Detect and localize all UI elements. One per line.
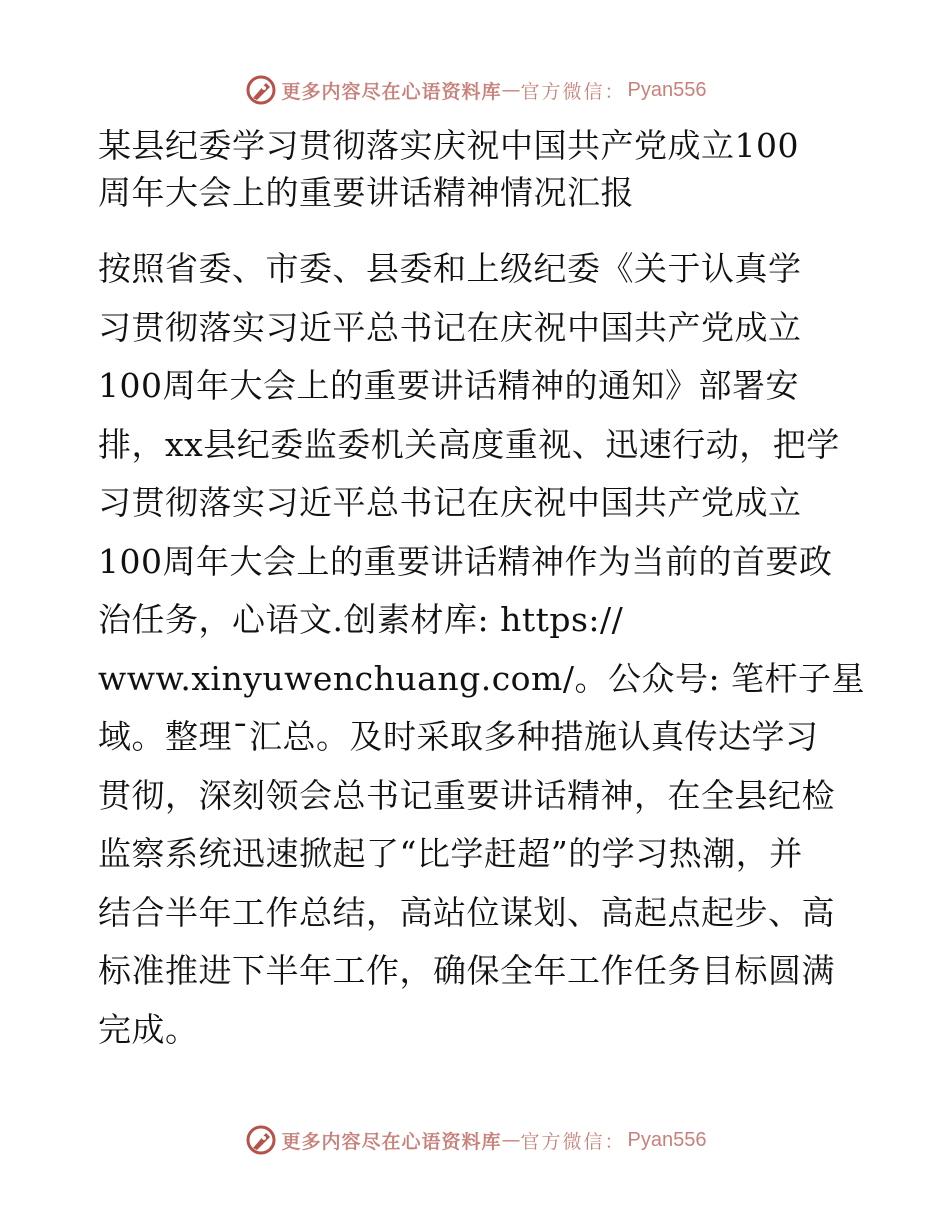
title-line: 某县纪委学习贯彻落实庆祝中国共产党成立100 — [98, 126, 799, 165]
body-line: 域。整理¯汇总。及时采取多种措施认真传达学习 — [98, 717, 819, 756]
body-line: 按照省委、市委、县委和上级纪委《关于认真学 — [98, 249, 802, 288]
document-body — [98, 240, 866, 1059]
body-line: www.xinyuwenchuang.com/。公众号: 笔杆子星 — [98, 658, 866, 698]
watermark-sub-text: 官方微信： — [520, 1130, 626, 1153]
watermark-main-text: 更多内容尽在心语资料库 — [281, 80, 502, 103]
body-line: 治任务，心语文.创素材库: https:// — [98, 600, 624, 639]
body-line: 结合半年工作总结，高站位谋划、高起点起步、高 — [98, 892, 835, 932]
watermark-wechat-id: Pyan556 — [627, 1128, 707, 1151]
document-content — [98, 122, 866, 1059]
watermark-dash: — — [501, 1129, 521, 1151]
body-line: 100周年大会上的重要讲话精神的通知》部署安 — [98, 366, 799, 405]
document-title — [98, 122, 858, 216]
pen-nib-logo-icon — [244, 73, 278, 107]
body-line: 监察系统迅速掀起了“比学赶超”的学习热潮，并 — [98, 834, 803, 873]
footer-watermark — [0, 1120, 950, 1160]
watermark-wechat-id: Pyan556 — [627, 78, 707, 101]
header-watermark — [0, 70, 950, 110]
title-line: 周年大会上的重要讲话精神情况汇报 — [98, 173, 634, 212]
body-line: 贯彻，深刻领会总书记重要讲话精神，在全县纪检 — [98, 775, 835, 815]
watermark-main-text: 更多内容尽在心语资料库 — [281, 1130, 502, 1153]
watermark-sub-text: 官方微信： — [520, 80, 626, 103]
pen-nib-logo-icon — [244, 1123, 278, 1157]
body-line: 标准推进下半年工作，确保全年工作任务目标圆满 — [98, 951, 835, 990]
body-line: 习贯彻落实习近平总书记在庆祝中国共产党成立 — [98, 483, 802, 522]
body-line: 排，xx县纪委监委机关高度重视、迅速行动，把学 — [98, 424, 840, 464]
watermark-dash: — — [501, 79, 521, 101]
body-line: 100周年大会上的重要讲话精神作为当前的首要政 — [98, 541, 833, 581]
body-line: 习贯彻落实习近平总书记在庆祝中国共产党成立 — [98, 307, 802, 347]
body-line: 完成。 — [98, 1009, 199, 1049]
